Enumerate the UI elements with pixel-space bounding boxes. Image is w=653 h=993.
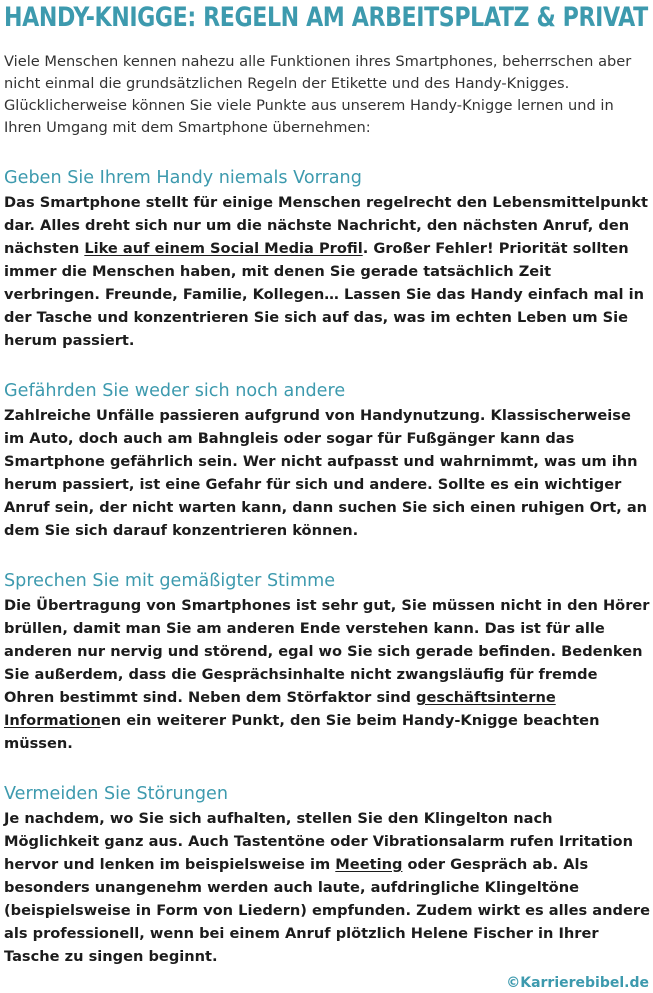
copyright-notice: ©Karrierebibel.de xyxy=(506,975,649,991)
section-priority xyxy=(4,166,650,352)
section-disturbance xyxy=(4,782,650,968)
page-title: HANDY-KNIGGE: REGELN AM ARBEITSPLATZ & PRIVAT xyxy=(4,2,648,33)
section-heading: Vermeiden Sie Störungen xyxy=(4,784,228,804)
intro-paragraph: Viele Menschen kennen nahezu alle Funktionen ihres Smartphones, beherrschen aber nicht einmal die grundsätzlichen Regeln der Etikette und des Handy-Knigges. Glücklicherweise können Sie viele Punkte aus unserem Handy-Knigge lernen und in Ihren Umgang mit dem Smartphone übernehmen: xyxy=(4,53,632,136)
body-text: Die Übertragung von Smartphones ist sehr gut, Sie müssen nicht in den Hörer brüllen, damit man Sie am anderen Ende verstehen kann. Das ist für alle anderen nur nervig und störend, egal wo Sie sich gerade befinden. Bedenken Sie außerdem, dass die Gesprächsinhalte nicht zwangsläufig für fremde Ohren bestimmt sind. Neben dem Störfaktor sind xyxy=(4,597,650,706)
body-text: . Großer Fehler! Priorität sollten immer die Menschen haben, mit denen Sie gerade tatsächlich Zeit verbringen. Freunde, Familie, Kollegen… Lassen Sie das Handy einfach mal in der Tasche und konzentrieren Sie sich auf das, was im echten Leben um Sie herum passiert. xyxy=(4,240,645,349)
section-body xyxy=(4,191,650,352)
section-voice xyxy=(4,569,650,755)
social-media-profile-link[interactable]: Like auf einem Social Media Profil xyxy=(84,240,363,257)
section-body: Zahlreiche Unfälle passieren aufgrund von Handynutzung. Klassischerweise im Auto, doch auch am Bahngleis oder sogar für Fußgänger kann das Smartphone gefährlich sein. Wer nicht aufpasst und wahrnimmt, was um ihn herum passiert, ist eine Gefahr für sich und andere. Sollte es ein wichtiger Anruf sein, der nicht warten kann, dann suchen Sie sich einen ruhigen Ort, an dem Sie sich darauf konzentrieren können. xyxy=(4,407,648,539)
body-text: en ein weiterer Punkt, den Sie beim Handy-Knigge beachten müssen. xyxy=(4,712,600,752)
section-body xyxy=(4,807,650,968)
body-text: Das Smartphone stellt für einige Menschen regelrecht den Lebensmittelpunkt dar. Alles dreht sich nur um die nächste Nachricht, den nächsten Anruf, den nächsten xyxy=(4,194,648,257)
section-heading: Geben Sie Ihrem Handy niemals Vorrang xyxy=(4,168,362,188)
document-page xyxy=(4,0,650,968)
body-text: Je nachdem, wo Sie sich aufhalten, stellen Sie den Klingelton nach Möglichkeit ganz aus. Auch Tastentöne oder Vibrationsalarm rufen Irritation hervor und lenken im beispielsweise im xyxy=(4,810,633,873)
body-text: oder Gespräch ab. Als besonders unangenehm werden auch laute, aufdringliche Klingeltöne (beispielsweise in Form von Liedern) empfunden. Zudem wirkt es alles andere als professionell, wenn bei einem Anruf plötzlich Helene Fischer in Ihrer Tasche zu singen beginnt. xyxy=(4,856,650,965)
section-danger xyxy=(4,379,650,542)
section-heading: Sprechen Sie mit gemäßigter Stimme xyxy=(4,571,336,591)
section-body xyxy=(4,594,650,755)
meeting-link[interactable]: Meeting xyxy=(335,856,403,873)
business-information-link[interactable]: geschäftsinterne Information xyxy=(4,689,556,729)
section-heading: Gefährden Sie weder sich noch andere xyxy=(4,381,346,401)
